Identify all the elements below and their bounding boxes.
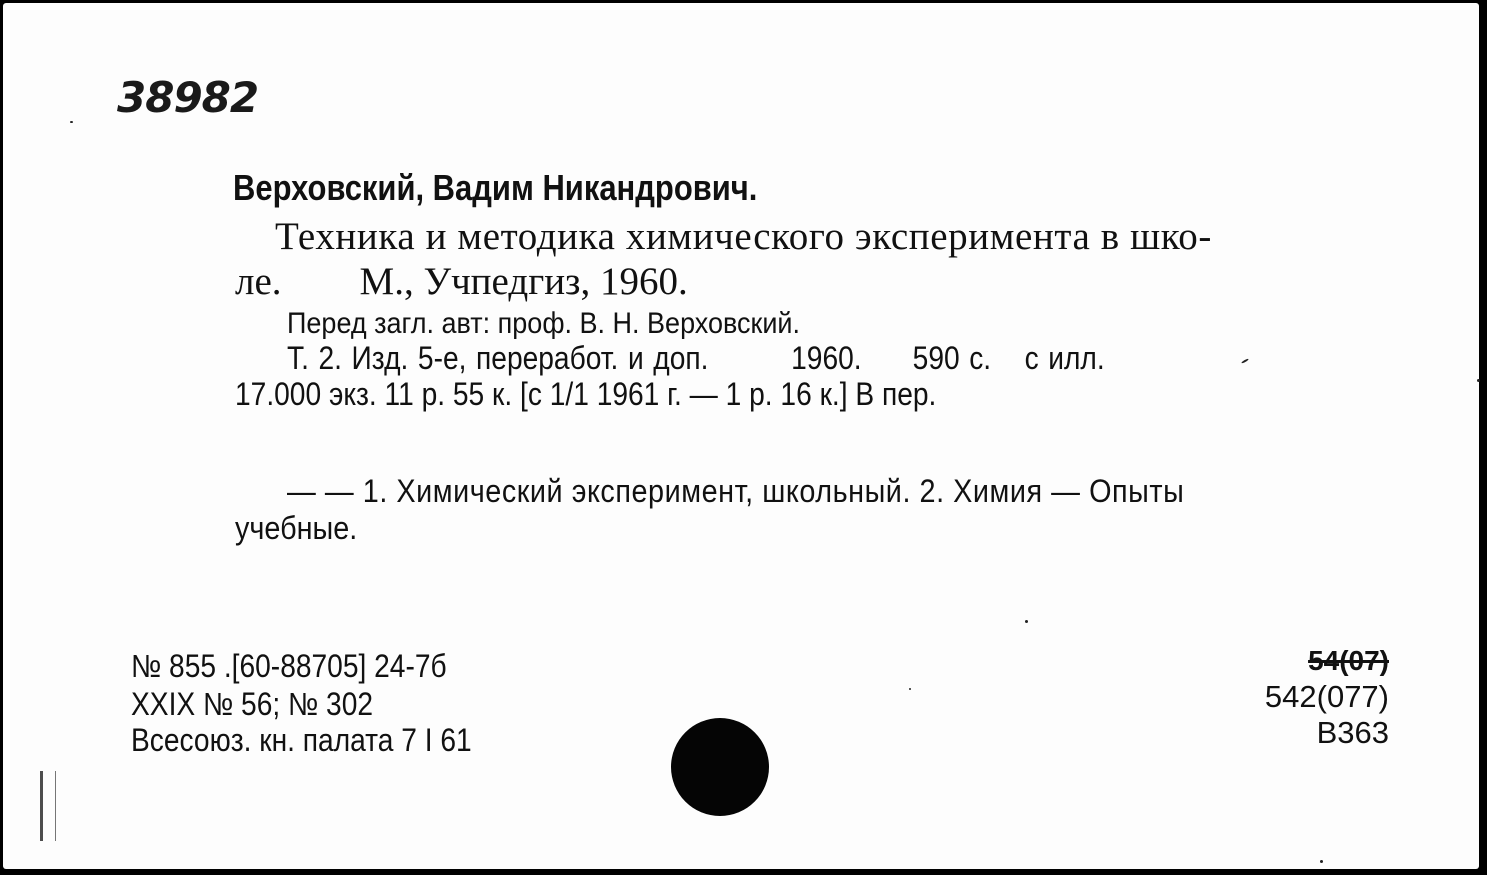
imprint-line-2: XXIX № 56; № 302 <box>131 686 374 722</box>
scan-speck <box>1241 358 1249 364</box>
catalog-card <box>3 3 1479 869</box>
author-heading: Верховский, Вадим Никандрович. <box>233 167 758 208</box>
scan-speck <box>909 688 911 690</box>
scan-speck <box>70 121 73 123</box>
publication-info: М., Учпедгиз, 1960. <box>359 260 688 303</box>
page-count: 590 с. <box>912 340 992 376</box>
illustrations-note: с илл. <box>1024 340 1105 376</box>
note-author: Перед загл. авт: проф. В. Н. Верховский. <box>287 307 801 340</box>
note-edition <box>287 340 1105 377</box>
edition-year: 1960. <box>791 340 862 376</box>
subject-headings-line-1: — — 1. Химический эксперимент, школьный. 2. Химия — Опыты <box>287 473 1185 509</box>
scan-speck <box>1025 620 1028 623</box>
cutter-number: В363 <box>1316 715 1389 750</box>
title-line-2-end: ле. <box>235 260 282 303</box>
accession-number: 38982 <box>117 73 259 122</box>
classification-number: 542(077) <box>1264 679 1389 714</box>
subject-headings-line-2: учебные. <box>235 510 358 546</box>
punch-hole <box>671 718 769 816</box>
imprint-line-3: Всесоюз. кн. палата 7 I 61 <box>131 722 472 758</box>
edition-statement: Т. 2. Изд. 5-е, переработ. и доп. <box>287 340 709 376</box>
paper-clip-mark <box>40 771 56 841</box>
classification-old: 54(07) <box>1308 645 1389 676</box>
imprint-line-1: № 855 .[60-88705] 24-7б <box>131 648 447 684</box>
scan-speck <box>1477 379 1480 382</box>
title-line-1: Техника и методика химического эксперимента в шко- <box>275 215 1212 258</box>
title-line-2 <box>235 259 688 304</box>
scan-speck <box>1320 860 1323 863</box>
note-print-run: 17.000 экз. 11 р. 55 к. [с 1/1 1961 г. — 1 р. 16 к.] В пер. <box>235 376 937 412</box>
